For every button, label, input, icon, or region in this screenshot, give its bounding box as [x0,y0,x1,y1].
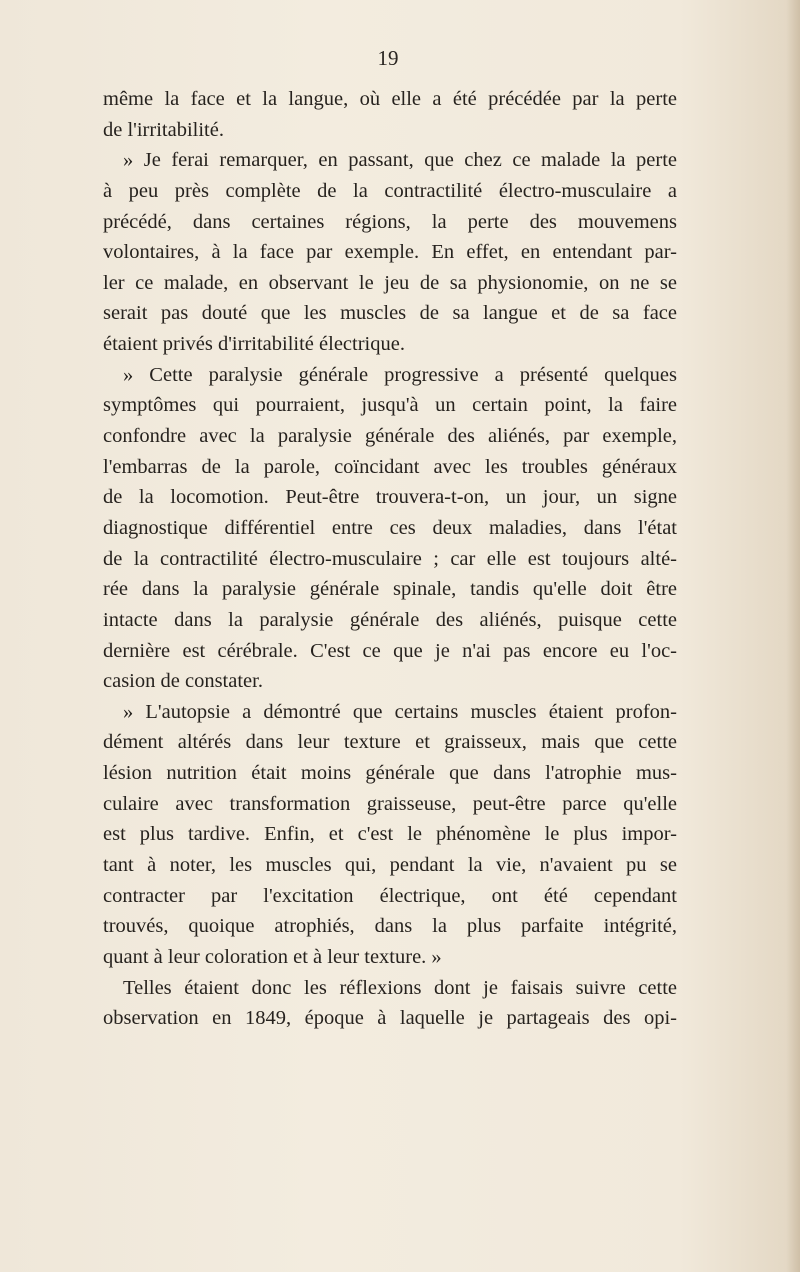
text-line: tant à noter, les muscles qui, pendant la vie, n'avaient pu se [103,854,677,877]
page-edge-shadow [786,0,800,1272]
text-line: de la locomotion. Peut-être trouvera-t-on, un jour, un signe [103,486,677,509]
text-line: de l'irritabilité. [103,118,224,141]
page-number: 19 [377,46,399,70]
text-line: dernière est cérébrale. C'est ce que je n'ai pas encore eu l'oc- [103,639,677,662]
text-line: de la contractilité électro-musculaire ; car elle est toujours alté- [103,547,677,570]
text-line: à peu près complète de la contractilité électro-musculaire a [103,179,677,202]
text-line: ler ce malade, en observant le jeu de sa physionomie, on ne se [103,271,677,294]
text-line: étaient privés d'irritabilité électrique. [103,333,405,356]
text-line: l'embarras de la parole, coïncidant avec les troubles généraux [103,455,677,478]
text-line: rée dans la paralysie générale spinale, tandis qu'elle doit être [103,578,677,601]
text-line: lésion nutrition était moins générale que dans l'atrophie mus- [103,762,677,785]
text-line: Telles étaient donc les réflexions dont je faisais suivre cette [123,976,677,999]
text-line: même la face et la langue, où elle a été précédée par la perte [103,88,677,110]
text-line: symptômes qui pourraient, jusqu'à un certain point, la faire [103,394,677,417]
text-line: diagnostique différentiel entre ces deux maladies, dans l'état [103,516,677,539]
text-line: » L'autopsie a démontré que certains muscles étaient profon- [123,700,677,723]
text-line: serait pas douté que les muscles de sa langue et de sa face [103,302,677,325]
text-line: précédé, dans certaines régions, la perte des mouvemens [103,210,677,233]
text-line: observation en 1849, époque à laquelle je partageais des opi- [103,1007,677,1030]
text-line: volontaires, à la face par exemple. En effet, en entendant par- [103,241,677,264]
text-line: contracter par l'excitation électrique, ont été cependant [103,884,677,907]
text-line: confondre avec la paralysie générale des aliénés, par exemple, [103,425,677,448]
text-line: » Je ferai remarquer, en passant, que chez ce malade la perte [123,149,677,172]
text-line: trouvés, quoique atrophiés, dans la plus parfaite intégrité, [103,915,677,938]
text-line: culaire avec transformation graisseuse, peut-être parce qu'elle [103,792,677,815]
text-line: est plus tardive. Enfin, et c'est le phénomène le plus impor- [103,823,677,846]
body-text [103,84,677,1034]
text-line: » Cette paralysie générale progressive a présenté quelques [123,363,677,386]
text-line: intacte dans la paralysie générale des aliénés, puisque cette [103,608,677,631]
text-line: quant à leur coloration et à leur texture. » [103,945,442,968]
text-line: dément altérés dans leur texture et graisseux, mais que cette [103,731,677,754]
text-line: casion de constater. [103,670,263,693]
